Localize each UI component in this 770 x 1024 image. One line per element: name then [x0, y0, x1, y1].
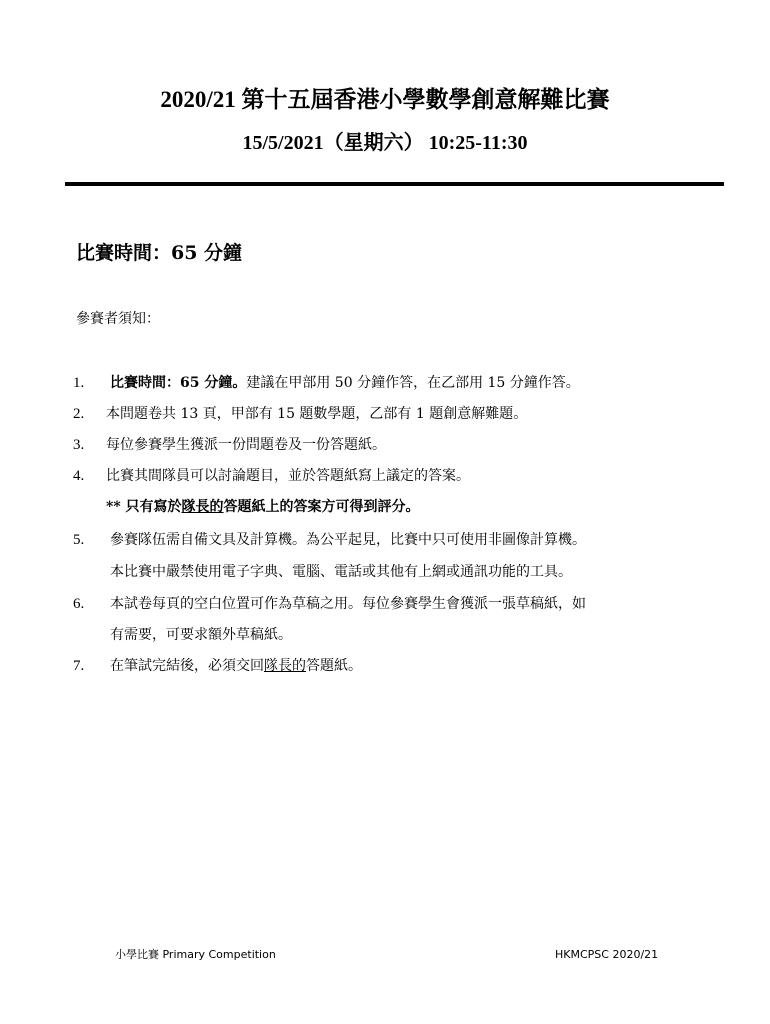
instruction-7: [0, 651, 770, 681]
page-title: 2020/21 第十五屆香港小學數學創意解難比賽: [160, 87, 610, 112]
scoring-note-text: [106, 492, 420, 522]
instruction-text: [110, 368, 580, 398]
instruction-4: [0, 461, 770, 491]
scoring-note-after: 答題紙上的答案方可得到評分。: [223, 499, 420, 515]
scoring-note: [0, 492, 770, 522]
instruction-text: 每位參賽學生獲派一份問題卷及一份答題紙。: [106, 437, 386, 453]
instruction-rest-text: 建議在甲部用 50 分鐘作答，在乙部用 15 分鐘作答。: [246, 375, 580, 391]
instruction-3: [0, 430, 770, 460]
instruction-6: [0, 589, 770, 619]
instruction-number: 7.: [73, 658, 85, 674]
instruction-bold-text: 比賽時間：65 分鐘。: [110, 375, 247, 391]
captain-underlined: 隊長的: [181, 499, 224, 515]
footer-competition-label: 小學比賽 Primary Competition: [115, 948, 276, 961]
instruction-5: [0, 525, 770, 555]
instruction-7-after: 答題紙。: [306, 658, 362, 674]
instruction-text: 本試卷每頁的空白位置可作為草稿之用。每位參賽學生會獲派一張草稿紙，如: [110, 596, 586, 612]
instruction-number: 3.: [73, 437, 85, 453]
instruction-number: 6.: [73, 596, 85, 612]
header-divider: [65, 182, 724, 186]
instruction-text: 比賽其間隊員可以討論題目，並於答題紙寫上議定的答案。: [106, 468, 470, 484]
scoring-note-before: ** 只有寫於: [106, 499, 182, 515]
instruction-text: 本問題卷共 13 頁，甲部有 15 題數學題，乙部有 1 題創意解難題。: [106, 406, 528, 422]
instruction-number: 2.: [73, 406, 85, 422]
footer-code: HKMCPSC 2020/21: [555, 948, 659, 961]
notice-heading: 參賽者須知：: [76, 311, 160, 327]
instruction-5-continued: [0, 557, 770, 587]
captain-underlined: 隊長的: [264, 658, 306, 674]
instruction-7-before: 在筆試完結後，必須交回: [110, 658, 264, 674]
instruction-number: 5.: [73, 532, 85, 548]
instruction-text: [110, 651, 362, 681]
competition-duration: 比賽時間：65 分鐘: [76, 242, 243, 264]
instruction-number: 4.: [73, 468, 85, 484]
instruction-number: 1.: [73, 375, 85, 391]
exam-date-time: 15/5/2021（星期六） 10:25-11:30: [242, 132, 528, 154]
instruction-1: [0, 368, 770, 398]
instruction-text: 本比賽中嚴禁使用電子字典、電腦、電話或其他有上網或通訊功能的工具。: [110, 564, 572, 580]
instruction-2: [0, 399, 770, 429]
instruction-text: 有需要，可要求額外草稿紙。: [110, 627, 292, 643]
instruction-6-continued: [0, 620, 770, 650]
instruction-text: 參賽隊伍需自備文具及計算機。為公平起見，比賽中只可使用非圖像計算機。: [110, 532, 586, 548]
